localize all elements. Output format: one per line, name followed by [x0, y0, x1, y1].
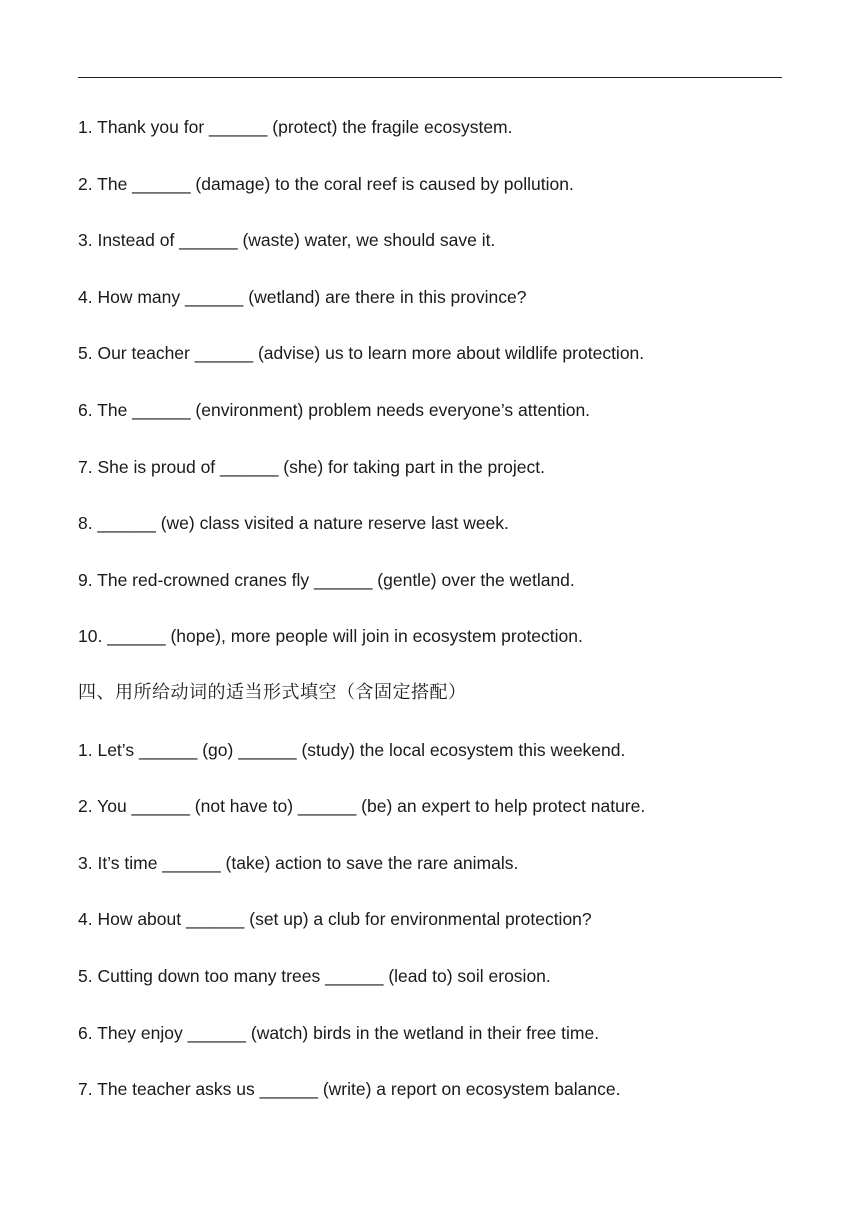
question-item: 4. How about ______ (set up) a club for environmental protection?: [78, 909, 592, 930]
question-item: 2. The ______ (damage) to the coral reef is caused by pollution.: [78, 173, 574, 194]
question-item: 6. The ______ (environment) problem needs everyone’s attention.: [78, 399, 591, 420]
question-item: 7. The teacher asks us ______ (write) a report on ecosystem balance.: [78, 1079, 621, 1100]
question-item: 3. It’s time ______ (take) action to save the rare animals.: [78, 852, 519, 873]
question-item: 1. Thank you for ______ (protect) the fragile ecosystem.: [78, 117, 513, 137]
question-item: 5. Our teacher ______ (advise) us to learn more about wildlife protection.: [78, 343, 645, 364]
question-item: 7. She is proud of ______ (she) for taking part in the project.: [78, 456, 545, 477]
question-item: 6. They enjoy ______ (watch) birds in the wetland in their free time.: [78, 1022, 600, 1043]
exercise-lines: [78, 113, 798, 1132]
question-item: 2. You ______ (not have to) ______ (be) an expert to help protect nature.: [78, 796, 646, 817]
question-item: 1. Let’s ______ (go) ______ (study) the local ecosystem this weekend.: [78, 739, 626, 760]
question-item: 8. ______ (we) class visited a nature reserve last week.: [78, 513, 509, 534]
question-item: 5. Cutting down too many trees ______ (lead to) soil erosion.: [78, 965, 551, 986]
section-title: 四、用所给动词的适当形式填空（含固定搭配）: [78, 681, 467, 703]
question-item: 3. Instead of ______ (waste) water, we should save it.: [78, 230, 496, 251]
question-item: 9. The red-crowned cranes fly ______ (gentle) over the wetland.: [78, 569, 575, 590]
question-item: 10. ______ (hope), more people will join in ecosystem protection.: [78, 626, 583, 647]
header-rule: [78, 77, 782, 78]
question-item: 4. How many ______ (wetland) are there in this province?: [78, 286, 527, 307]
